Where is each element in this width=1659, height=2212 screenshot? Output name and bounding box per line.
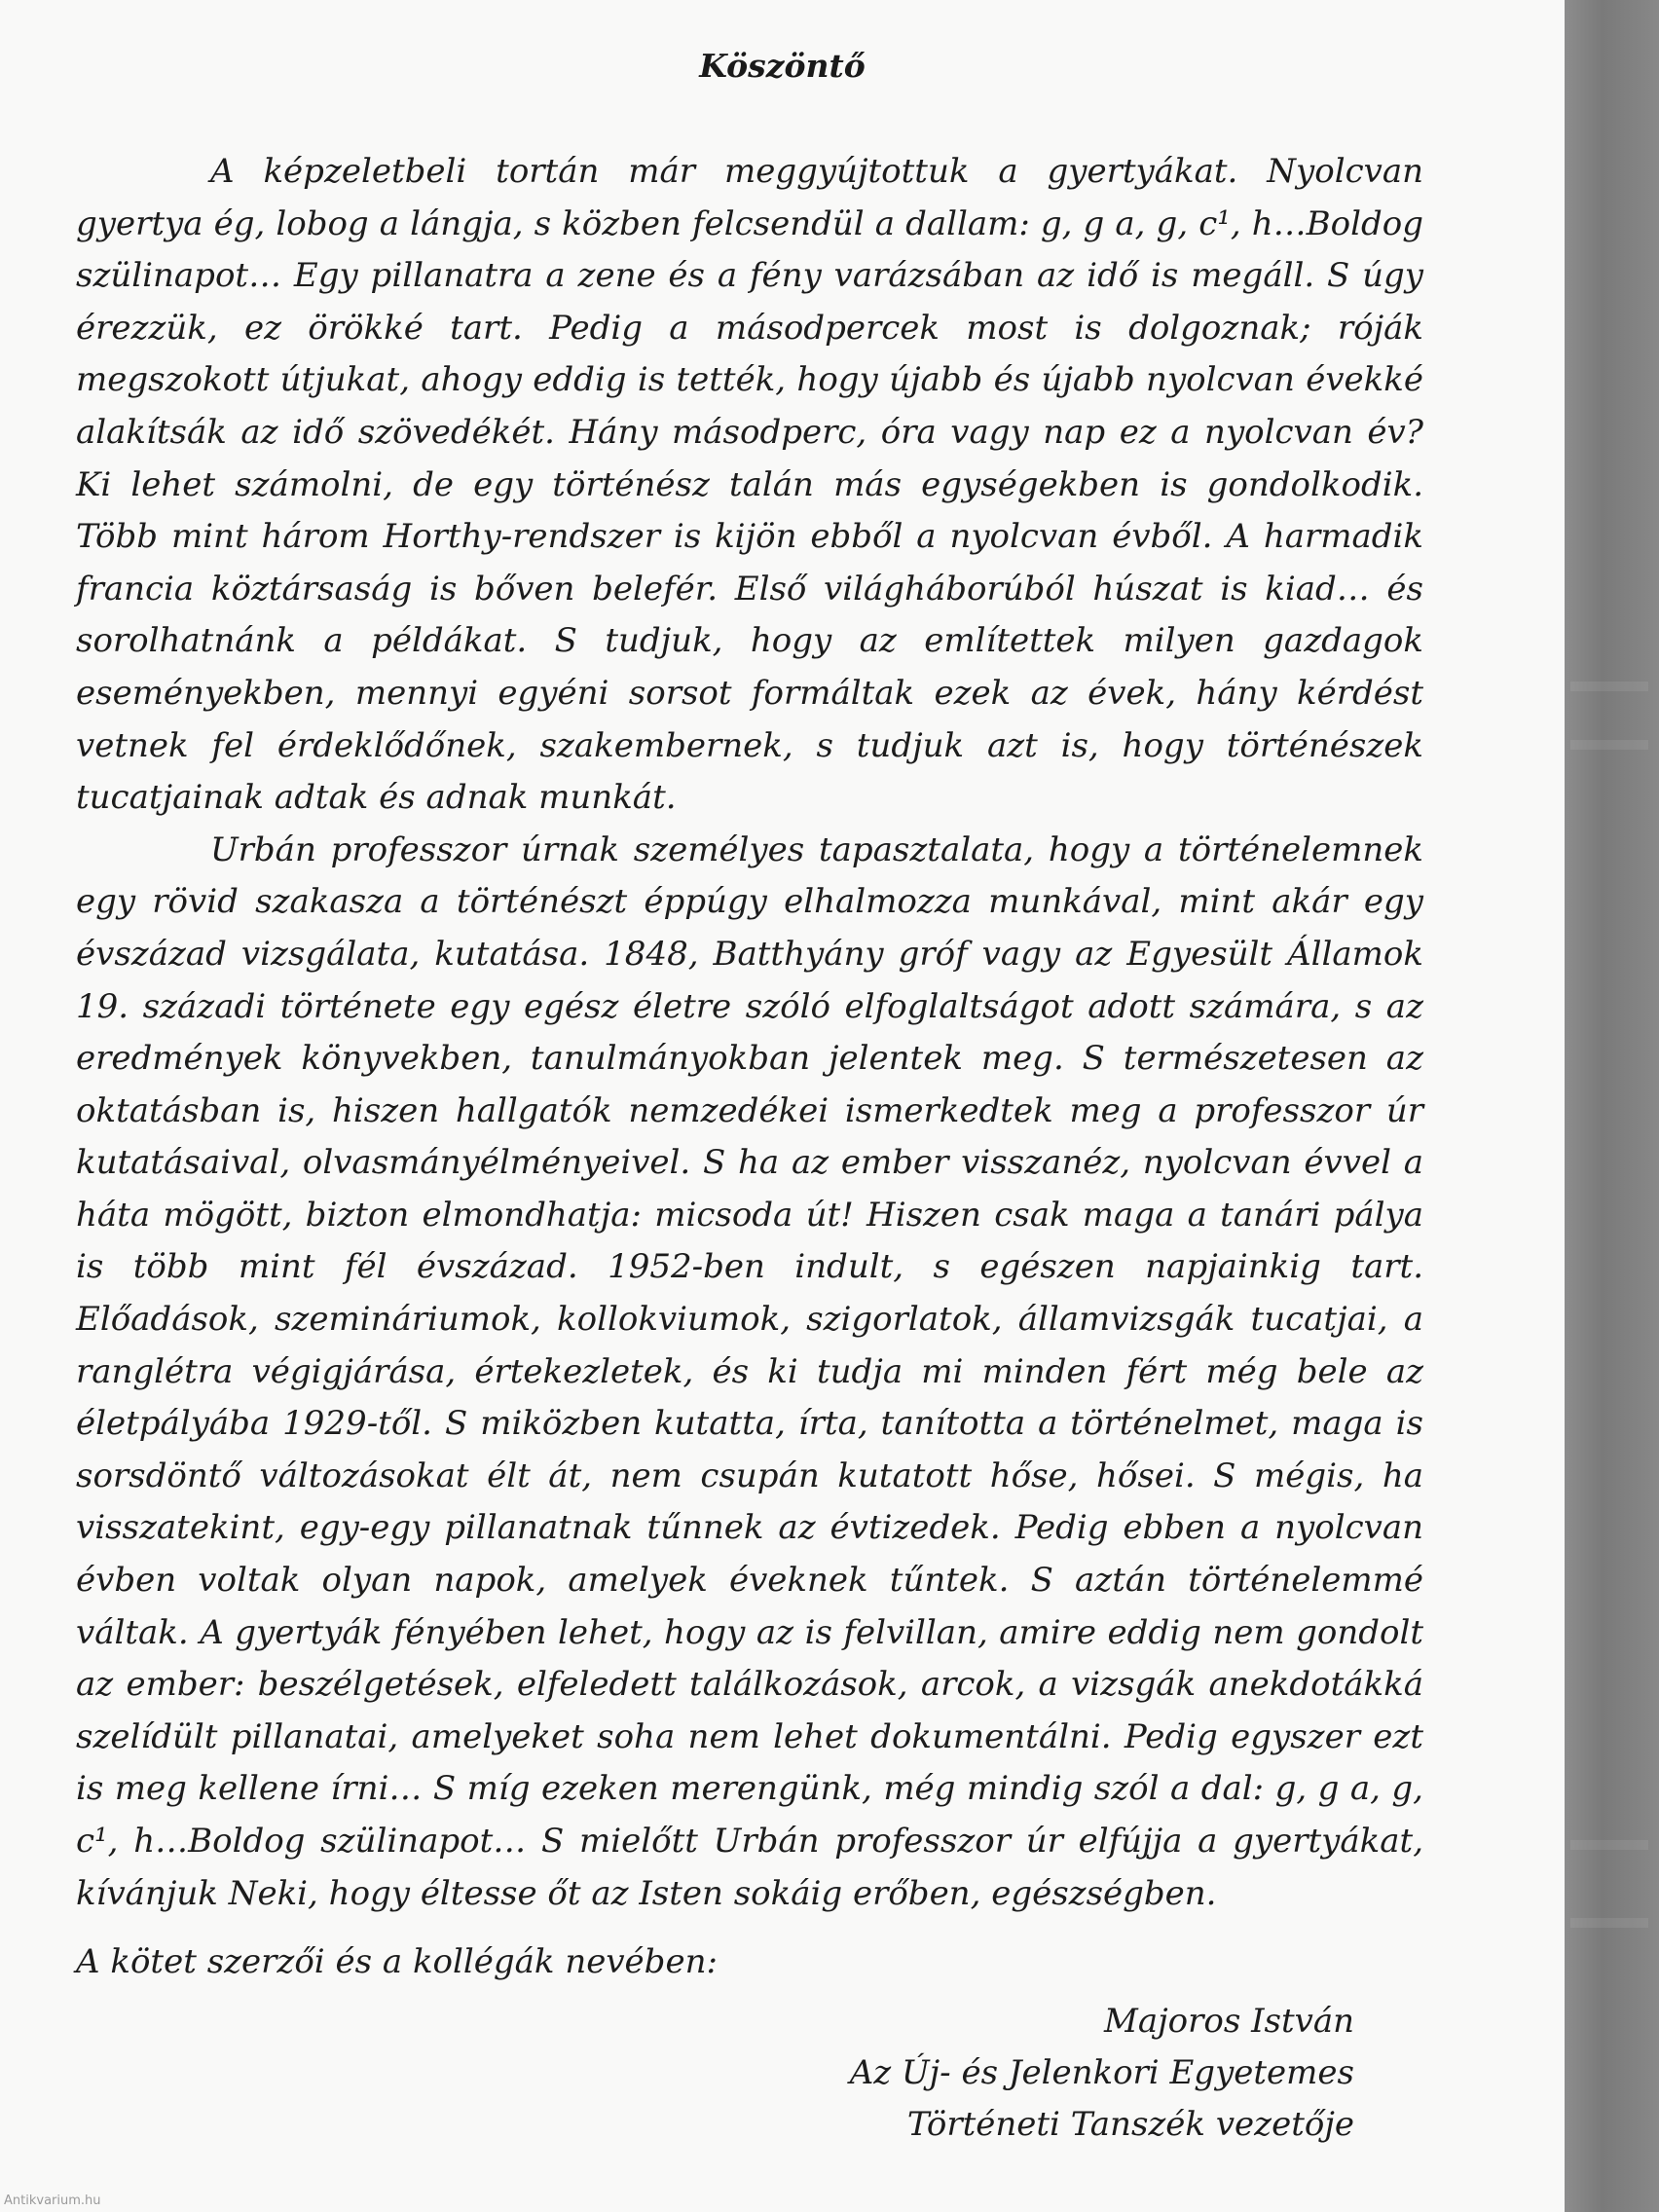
paragraph-1: A képzeletbeli tortán már meggyújtottuk a gyertyákat. Nyolcvan gyertya ég, lobog a lángja, s közben felcsendül a dallam: g, g a, g, c¹, h…Boldog szülinapot… Egy pillanatra a zene és a fény varázsában az idő is megáll. S úgy érezzük, ez örökké tart. Pedig a másodpercek most is dolgoznak; róják megszokott útjukat, ahogy eddig is tették, hogy újabb és újabb nyolcvan évekké alakítsák az idő szövedékét. Hány másodperc, óra vagy nap ez a nyolcvan év? Ki lehet számolni, de egy történész talán más egységekben is gondolkodik. Több mint három Horthy-rendszer is kijön ebből a nyolcvan évből. A harmadik francia köztársaság is bőven belefér. Első világháborúból húszat is kiad… és sorolhatnánk a példákat. S tudjuk, hogy az említettek milyen gazdagok eseményekben, mennyi egyéni sorsot formáltak ezek az évek, hány kérdést vetnek fel érdeklődőnek, szakembernek, s tudjuk azt is, hogy történészek tucatjainak adtak és adnak munkát. <box>76 152 1423 818</box>
bleed-through-mark <box>1570 740 1648 750</box>
body-text <box>76 146 1423 1920</box>
signature-role-line-1: Az Új- és Jelenkori Egyetemes <box>849 2053 1354 2092</box>
signature-name: Majoros István <box>1104 2002 1354 2041</box>
watermark: Antikvarium.hu <box>4 2194 101 2208</box>
bleed-through-mark <box>1570 1840 1648 1850</box>
adjacent-page-edge <box>1565 0 1659 2212</box>
page-title: Köszöntő <box>699 47 866 85</box>
signature-role-line-2: Történeti Tanszék vezetője <box>906 2105 1354 2144</box>
paragraph-2: Urbán professzor úrnak személyes tapasztalata, hogy a történelemnek egy rövid szakasza a történészt éppúgy elhalmozza munkával, mint akár egy évszázad vizsgálata, kutatása. 1848, Batthyány gróf vagy az Egyesült Államok 19. századi története egy egész életre szóló elfoglaltságot adott számára, s az eredmények könyvekben, tanulmányokban jelentek meg. S természetesen az oktatásban is, hiszen hallgatók nemzedékei ismerkedtek meg a professzor úr kutatásaival, olvasmányélményeivel. S ha az ember visszanéz, nyolcvan évvel a háta mögött, bizton elmondhatja: micsoda út! Hiszen csak maga a tanári pálya is több mint fél évszázad. 1952-ben indult, s egészen napjainkig tart. Előadások, szemináriumok, kollokviumok, szigorlatok, államvizsgák tucatjai, a ranglétra végigjárása, értekezletek, és ki tudja mi minden fért még bele az életpályába 1929-től. S miközben kutatta, írta, tanította a történelmet, maga is sorsdöntő változásokat élt át, nem csupán kutatott hőse, hősei. S mégis, ha visszatekint, egy-egy pillanatnak tűnnek az évtizedek. Pedig ebben a nyolcvan évben voltak olyan napok, amelyek éveknek tűntek. S aztán történelemmé váltak. A gyertyák fényében lehet, hogy az is felvillan, amire eddig nem gondolt az ember: beszélgetések, elfeledett találkozások, arcok, a vizsgák anekdotákká szelídült pillanatai, amelyeket soha nem lehet dokumentálni. Pedig egyszer ezt is meg kellene írni… S míg ezeken merengünk, még mindig szól a dal: g, g a, g, c¹, h…Boldog szülinapot… S mielőtt Urbán professzor úr elfújja a gyertyákat, kívánjuk Neki, hogy éltesse őt az Isten sokáig erőben, egészségben. <box>76 830 1423 1913</box>
bleed-through-mark <box>1570 1918 1648 1928</box>
bleed-through-mark <box>1570 682 1648 691</box>
signature-block <box>850 1996 1354 2151</box>
closing-line: A kötet szerzői és a kollégák nevében: <box>76 1942 718 1981</box>
